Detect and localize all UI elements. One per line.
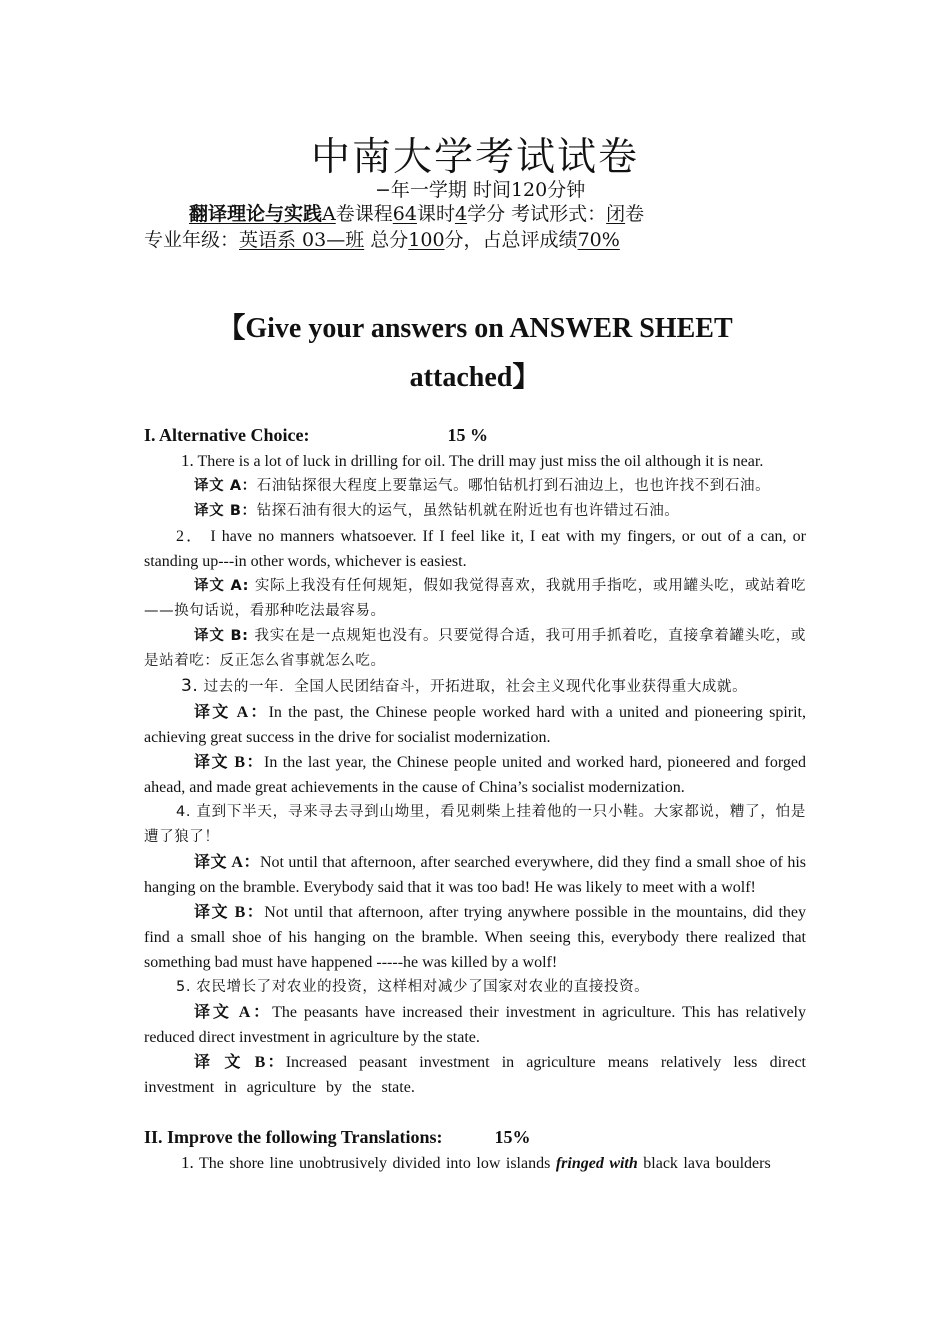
- translation-a-text: The peasants have increased their investment in agriculture. This has relatively reduced direct investment in agriculture by the state.: [144, 1004, 807, 1046]
- item1-text: There is a lot of luck in drilling for oil. The drill may just miss the oil although it is near.: [197, 453, 764, 470]
- translation-a-text: In the past, the Chinese people worked hard with a united and pioneering spirit, achieving great success in the drive for socialist modernization.: [144, 704, 806, 746]
- translation-b-label: 译文 B：: [194, 904, 265, 921]
- answer-sheet-banner-line1: 【Give your answers on ANSWER SHEET: [217, 313, 733, 344]
- course-name: 翻译理论与实践: [189, 203, 323, 225]
- section2-heading: [144, 1125, 806, 1150]
- translation-a-label: 译文 A：: [194, 854, 260, 871]
- total-score: 100: [408, 229, 445, 251]
- translation-b-text: 钻探石油有很大的运气，虽然钻机就在附近也有也许错过石油。: [256, 503, 680, 519]
- item3-number: 3.: [181, 676, 199, 696]
- translation-a-text: Not until that afternoon, after searched everywhere, did they find a small shoe of his hanging on the bramble. Everybody said that it was too bad! He was likely to meet with a wolf!: [144, 854, 807, 896]
- item5-text: 农民增长了对农业的投资，这样相对减少了国家对农业的直接投资。: [196, 979, 650, 995]
- paper-suffix: 卷课程: [335, 203, 393, 225]
- item4-translation-a: [144, 850, 806, 900]
- translation-b-text: Increased peasant investment in agriculture means relatively less direct investment in agriculture by the state.: [144, 1054, 806, 1096]
- hours-label: 课时: [416, 203, 455, 225]
- translation-a-text: 实际上我没有任何规矩，假如我觉得喜欢，我就用手指吃，或用罐头吃，或站着吃——换句话说，看那种吃法最容易。: [144, 578, 806, 619]
- major-label: 专业年级：: [144, 229, 240, 251]
- item5-number: 5.: [176, 979, 192, 995]
- item2-number: 2．: [176, 528, 205, 545]
- section2-item1-text: The shore line unobtrusively divided into low islands: [198, 1155, 551, 1172]
- translation-b-text: 我实在是一点规矩也没有。只要觉得合适，我可用手抓着吃，直接拿着罐头吃，或是站着吃：反正怎么省事就怎么吃。: [144, 628, 807, 669]
- item1-number: 1.: [181, 451, 194, 470]
- translation-a-label: 译文 A:: [194, 578, 255, 594]
- total-suffix: 分，占总评成绩: [444, 229, 578, 251]
- item2-text: I have no manners whatsoever. If I feel like it, I eat with my fingers, or out of a can, or standing up---in other words, whichever is easiest.: [144, 528, 806, 570]
- item3-text: 过去的一年．全国人民团结奋斗，开拓进取，社会主义现代化事业获得重大成就。: [203, 679, 748, 695]
- item3-translation-b: [144, 750, 806, 800]
- score-weight: 70%: [577, 229, 620, 251]
- item4-translation-b: [144, 900, 806, 975]
- translation-b-text: In the last year, the Chinese people united and worked hard, pioneered and forged ahead, and made great achievements in the cause of China’s socialist modernization.: [144, 754, 806, 796]
- item4-text: 直到下半天，寻来寻去寻到山坳里，看见刺柴上挂着他的一只小鞋。大家都说，糟了，怕是遭了狼了！: [144, 804, 806, 845]
- item2-source: [144, 524, 806, 574]
- answer-sheet-banner-line2: attached】: [409, 362, 541, 393]
- exam-form-suffix: 卷: [625, 203, 645, 225]
- item5-translation-b: [144, 1050, 806, 1100]
- course-hours: 64: [392, 203, 417, 225]
- translation-b-label: 译 文 B：: [194, 1054, 286, 1071]
- translation-b-label: 译文 B:: [194, 628, 255, 644]
- translation-a-label: 译文 A：: [194, 1004, 273, 1021]
- term-line: −年一学期 时间120分钟: [375, 179, 586, 201]
- credits-label: 学分 考试形式：: [467, 203, 607, 225]
- section-gap: [144, 1100, 806, 1125]
- major-line: [144, 225, 620, 252]
- paper-code: A: [322, 203, 336, 225]
- item4-source: [144, 800, 806, 850]
- section1-heading: [144, 423, 806, 448]
- major-value: 英语系 03—班: [239, 229, 365, 251]
- translation-b-label: 译文 B：: [194, 754, 265, 771]
- exam-title: 中南大学考试试卷: [310, 135, 639, 180]
- section2-item1-number: 1.: [181, 1153, 194, 1172]
- translation-a-text: 石油钻探很大程度上要靠运气。哪怕钻机打到石油边上，也也许找不到石油。: [256, 478, 771, 494]
- total-label: 总分: [364, 229, 409, 251]
- translation-b-text: Not until that afternoon, after trying anywhere possible in the mountains, did they find a small shoe of his hanging on the bramble. When seeing this, everybody there realized that something bad must have happened -----he was killed by a wolf!: [144, 904, 806, 971]
- item2-translation-a: [144, 574, 806, 624]
- item3-source: [144, 674, 806, 700]
- section2-item1-text-end: black lava boulders: [643, 1155, 771, 1172]
- section1-title: I. Alternative Choice:: [144, 425, 310, 445]
- item1-source: [144, 448, 806, 474]
- item5-source: [144, 975, 806, 1000]
- item1-translation-b: [144, 499, 806, 524]
- translation-a-label: 译文 A：: [194, 478, 257, 494]
- section2-item1: [144, 1150, 806, 1176]
- course-credits: 4: [454, 203, 468, 225]
- item1-translation-a: [144, 474, 806, 499]
- item2-translation-b: [144, 624, 806, 674]
- course-info-line: [189, 199, 644, 226]
- item3-translation-a: [144, 700, 806, 750]
- exam-form: 闭: [606, 203, 626, 225]
- translation-a-label: 译文 A：: [194, 704, 269, 721]
- section2-item1-emphasis: fringed with: [555, 1155, 638, 1172]
- section1-score: 15 %: [447, 425, 488, 445]
- item4-number: 4.: [176, 804, 192, 820]
- item5-translation-a: [144, 1000, 806, 1050]
- section2-score: 15%: [494, 1127, 531, 1147]
- translation-b-label: 译文 B：: [194, 503, 257, 519]
- exam-body: [144, 423, 806, 1176]
- section2-title: II. Improve the following Translations:: [144, 1127, 443, 1147]
